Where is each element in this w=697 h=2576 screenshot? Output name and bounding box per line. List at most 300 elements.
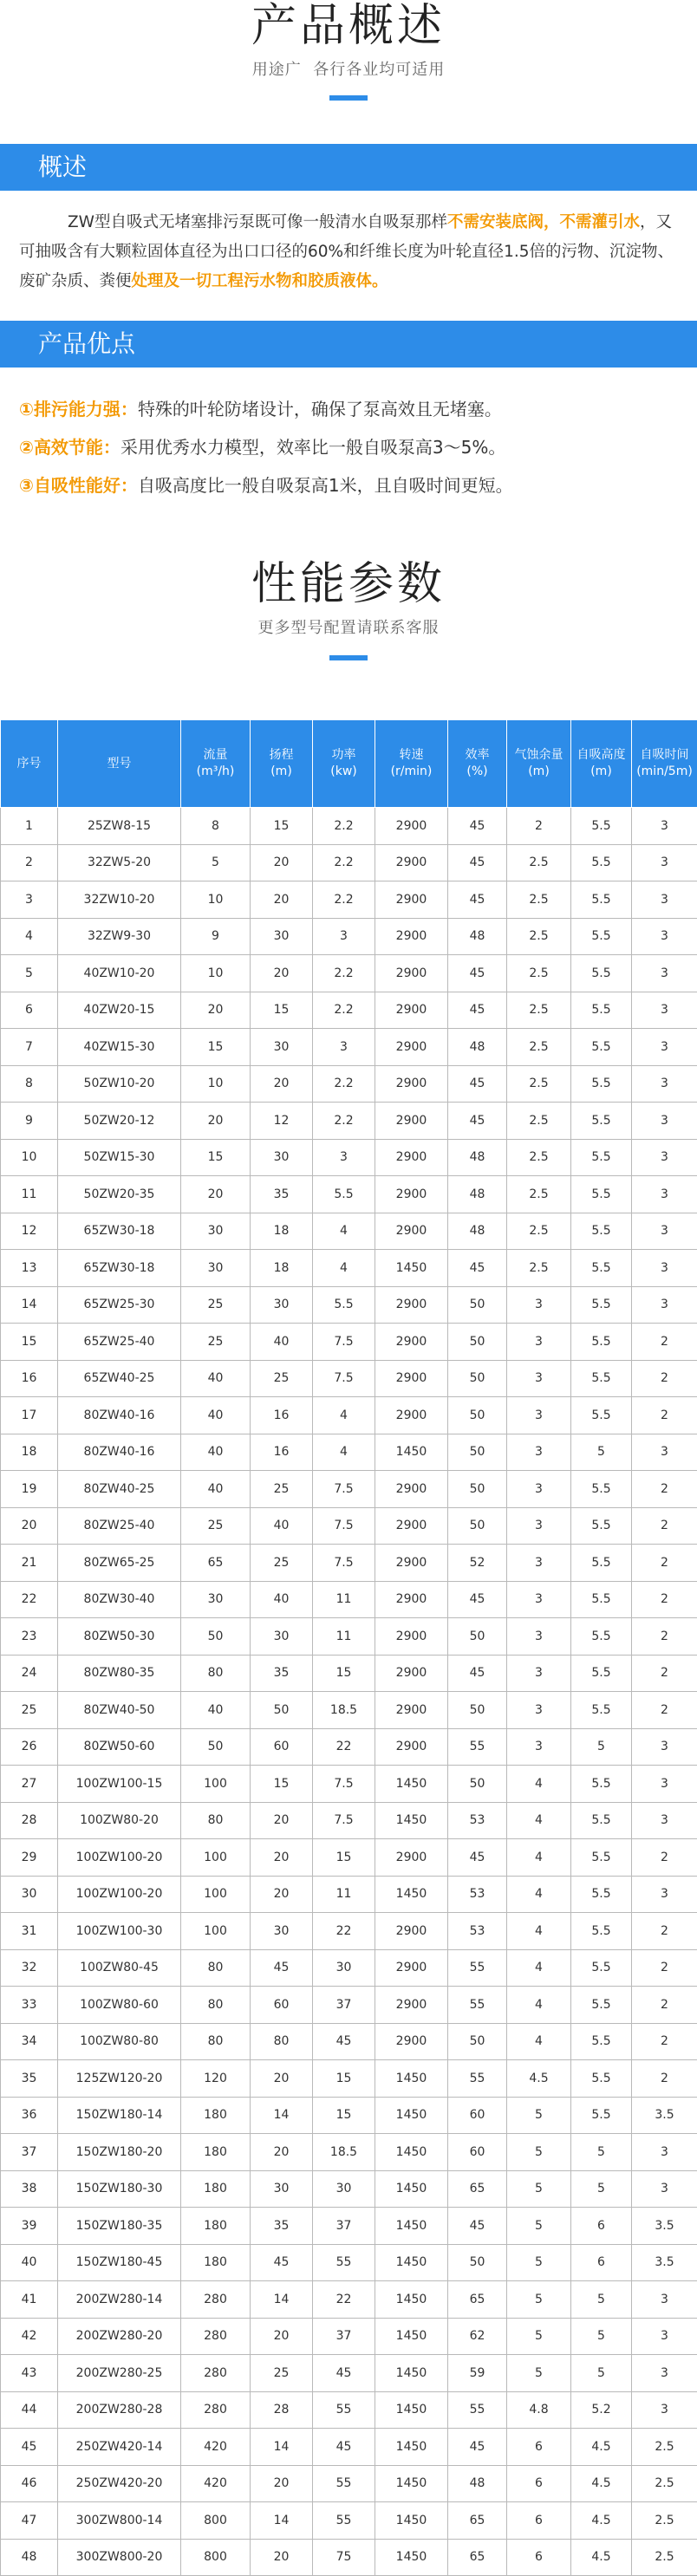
table-cell-col-model: 200ZW280-20 — [58, 2318, 181, 2355]
table-cell-col-speed: 1450 — [375, 2318, 448, 2355]
table-cell-col-power: 55 — [313, 2502, 375, 2540]
table-cell-col-speed: 1450 — [375, 2391, 448, 2429]
table-cell-col-model: 200ZW280-25 — [58, 2355, 181, 2392]
table-cell-col-model: 80ZW30-40 — [58, 1581, 181, 1618]
table-cell-col-index: 18 — [1, 1434, 58, 1471]
table-cell-col-head: 30 — [251, 918, 313, 955]
table-cell-col-speed: 2900 — [375, 1507, 448, 1545]
table-cell-col-power: 2.2 — [313, 844, 375, 881]
table-cell-col-power: 4 — [313, 1213, 375, 1250]
table-cell-col-flow: 15 — [181, 1029, 251, 1066]
table-cell-col-npsh: 3 — [507, 1655, 571, 1692]
advantage-label: 排污能力强： — [34, 399, 138, 420]
table-cell-col-head: 14 — [251, 2502, 313, 2540]
table-cell-col-index: 42 — [1, 2318, 58, 2355]
overview-subtitle: 用途广 各行各业均可适用 — [0, 57, 697, 80]
table-cell-col-efficiency: 45 — [448, 844, 507, 881]
table-cell-col-model: 150ZW180-35 — [58, 2208, 181, 2245]
table-cell-col-npsh: 2.5 — [507, 955, 571, 992]
table-cell-col-npsh: 3 — [507, 1397, 571, 1434]
table-row — [1, 808, 697, 845]
table-cell-col-flow: 40 — [181, 1397, 251, 1434]
table-cell-col-flow: 25 — [181, 1324, 251, 1361]
table-cell-col-model: 100ZW80-60 — [58, 1987, 181, 2024]
table-cell-col-suction-time: 2 — [632, 1545, 697, 1582]
table-row — [1, 1802, 697, 1839]
table-cell-col-power: 55 — [313, 2244, 375, 2281]
table-cell-col-npsh: 4 — [507, 1839, 571, 1877]
table-cell-col-efficiency: 50 — [448, 2023, 507, 2060]
advantage-text: 自吸高度比一般自吸泵高1米，且自吸时间更短。 — [138, 475, 513, 496]
table-row — [1, 1471, 697, 1508]
table-cell-col-head: 60 — [251, 1728, 313, 1766]
table-row — [1, 2502, 697, 2540]
table-cell-col-suction-time: 3 — [632, 1213, 697, 1250]
table-cell-col-npsh: 4 — [507, 1802, 571, 1839]
table-cell-col-power: 2.2 — [313, 881, 375, 919]
table-cell-col-flow: 10 — [181, 955, 251, 992]
table-cell-col-npsh: 3 — [507, 1728, 571, 1766]
table-cell-col-head: 25 — [251, 1471, 313, 1508]
table-cell-col-speed: 2900 — [375, 1065, 448, 1103]
table-cell-col-speed: 2900 — [375, 1728, 448, 1766]
table-row — [1, 881, 697, 919]
table-cell-col-index: 29 — [1, 1839, 58, 1877]
table-cell-col-index: 3 — [1, 881, 58, 919]
table-cell-col-model: 150ZW180-14 — [58, 2097, 181, 2134]
table-cell-col-npsh: 6 — [507, 2429, 571, 2466]
table-cell-col-suction-height: 5.5 — [571, 2060, 632, 2098]
table-cell-col-suction-height: 5.5 — [571, 881, 632, 919]
table-cell-col-suction-height: 5.5 — [571, 1176, 632, 1213]
table-cell-col-head: 30 — [251, 1618, 313, 1656]
table-cell-col-index: 46 — [1, 2465, 58, 2502]
table-cell-col-flow: 25 — [181, 1286, 251, 1324]
table-cell-col-index: 11 — [1, 1176, 58, 1213]
table-cell-col-suction-height: 5.5 — [571, 1360, 632, 1397]
table-cell-col-suction-height: 5.5 — [571, 1692, 632, 1729]
table-cell-col-suction-time: 3 — [632, 2170, 697, 2208]
table-cell-col-efficiency: 65 — [448, 2170, 507, 2208]
table-cell-col-speed: 1450 — [375, 1876, 448, 1913]
table-cell-col-npsh: 2.5 — [507, 1250, 571, 1287]
table-row — [1, 1876, 697, 1913]
table-cell-col-suction-time: 3 — [632, 1802, 697, 1839]
table-cell-col-index: 27 — [1, 1766, 58, 1803]
table-cell-col-head: 16 — [251, 1434, 313, 1471]
table-row — [1, 1324, 697, 1361]
table-cell-col-index: 31 — [1, 1913, 58, 1950]
table-cell-col-suction-time: 3 — [632, 2391, 697, 2429]
table-cell-col-speed: 2900 — [375, 1987, 448, 2024]
table-cell-col-suction-height: 4.5 — [571, 2539, 632, 2576]
table-cell-col-efficiency: 50 — [448, 1692, 507, 1729]
table-cell-col-efficiency: 45 — [448, 1250, 507, 1287]
table-cell-col-head: 20 — [251, 1876, 313, 1913]
table-cell-col-model: 40ZW10-20 — [58, 955, 181, 992]
table-row — [1, 2281, 697, 2319]
table-cell-col-suction-height: 5 — [571, 1434, 632, 1471]
overview-accent-line — [329, 95, 368, 101]
table-cell-col-model: 250ZW420-20 — [58, 2465, 181, 2502]
table-cell-col-head: 20 — [251, 844, 313, 881]
table-cell-col-npsh: 3 — [507, 1581, 571, 1618]
table-cell-col-speed: 2900 — [375, 1324, 448, 1361]
table-row — [1, 2208, 697, 2245]
table-cell-col-efficiency: 48 — [448, 1213, 507, 1250]
table-cell-col-efficiency: 48 — [448, 2465, 507, 2502]
table-row — [1, 1728, 697, 1766]
table-cell-col-flow: 9 — [181, 918, 251, 955]
table-cell-col-flow: 50 — [181, 1728, 251, 1766]
table-cell-col-head: 28 — [251, 2391, 313, 2429]
table-cell-col-head: 14 — [251, 2097, 313, 2134]
table-cell-col-model: 200ZW280-28 — [58, 2391, 181, 2429]
table-cell-col-power: 30 — [313, 1949, 375, 1987]
table-cell-col-model: 100ZW100-30 — [58, 1913, 181, 1950]
table-cell-col-index: 41 — [1, 2281, 58, 2319]
table-cell-col-suction-time: 2.5 — [632, 2465, 697, 2502]
table-row — [1, 1176, 697, 1213]
table-cell-col-efficiency: 65 — [448, 2539, 507, 2576]
advantage-label: 高效节能： — [34, 437, 121, 458]
table-cell-col-power: 2.2 — [313, 955, 375, 992]
table-cell-col-power: 22 — [313, 2281, 375, 2319]
table-row — [1, 2244, 697, 2281]
table-cell-col-suction-time: 3 — [632, 2355, 697, 2392]
table-cell-col-model: 50ZW20-35 — [58, 1176, 181, 1213]
table-cell-col-speed: 1450 — [375, 2355, 448, 2392]
table-cell-col-flow: 420 — [181, 2465, 251, 2502]
table-cell-col-suction-time: 2 — [632, 1618, 697, 1656]
table-cell-col-head: 20 — [251, 2465, 313, 2502]
params-table — [0, 719, 697, 2576]
table-cell-col-speed: 2900 — [375, 1213, 448, 1250]
table-cell-col-npsh: 2.5 — [507, 1139, 571, 1176]
table-cell-col-speed: 2900 — [375, 1176, 448, 1213]
table-row — [1, 844, 697, 881]
table-cell-col-npsh: 4 — [507, 1876, 571, 1913]
table-cell-col-power: 4 — [313, 1250, 375, 1287]
table-cell-col-power: 45 — [313, 2355, 375, 2392]
table-cell-col-npsh: 2.5 — [507, 844, 571, 881]
table-cell-col-suction-time: 2 — [632, 1324, 697, 1361]
table-cell-col-head: 35 — [251, 2208, 313, 2245]
table-cell-col-suction-height: 5.5 — [571, 1618, 632, 1656]
table-cell-col-flow: 8 — [181, 808, 251, 845]
table-cell-col-model: 80ZW40-16 — [58, 1397, 181, 1434]
table-cell-col-suction-time: 3 — [632, 918, 697, 955]
table-cell-col-head: 14 — [251, 2281, 313, 2319]
table-cell-col-suction-time: 3 — [632, 844, 697, 881]
table-cell-col-suction-height: 5 — [571, 2281, 632, 2319]
table-cell-col-model: 40ZW20-15 — [58, 992, 181, 1029]
table-cell-col-flow: 40 — [181, 1360, 251, 1397]
table-cell-col-speed: 1450 — [375, 2281, 448, 2319]
table-cell-col-power: 3 — [313, 1029, 375, 1066]
table-cell-col-speed: 2900 — [375, 1545, 448, 1582]
table-cell-col-efficiency: 52 — [448, 1545, 507, 1582]
performance-header — [0, 558, 697, 660]
table-cell-col-model: 80ZW40-50 — [58, 1692, 181, 1729]
table-cell-col-head: 30 — [251, 1139, 313, 1176]
table-cell-col-npsh: 4 — [507, 1913, 571, 1950]
table-cell-col-flow: 80 — [181, 2023, 251, 2060]
table-cell-col-suction-time: 3 — [632, 992, 697, 1029]
table-cell-col-speed: 1450 — [375, 2170, 448, 2208]
table-cell-col-index: 6 — [1, 992, 58, 1029]
table-cell-col-suction-time: 3 — [632, 1065, 697, 1103]
table-header-col-npsh: 气蚀余量 (m) — [507, 720, 571, 808]
table-row — [1, 1766, 697, 1803]
table-cell-col-power: 75 — [313, 2539, 375, 2576]
table-cell-col-index: 47 — [1, 2502, 58, 2540]
table-cell-col-efficiency: 45 — [448, 1103, 507, 1140]
table-row — [1, 2429, 697, 2466]
table-cell-col-flow: 180 — [181, 2134, 251, 2171]
table-cell-col-model: 65ZW30-18 — [58, 1213, 181, 1250]
advantage-item — [19, 466, 697, 504]
table-cell-col-power: 2.2 — [313, 992, 375, 1029]
table-cell-col-power: 15 — [313, 1655, 375, 1692]
table-cell-col-power: 7.5 — [313, 1507, 375, 1545]
table-cell-col-npsh: 5 — [507, 2318, 571, 2355]
table-cell-col-speed: 2900 — [375, 1618, 448, 1656]
table-cell-col-npsh: 2 — [507, 808, 571, 845]
table-cell-col-efficiency: 45 — [448, 1581, 507, 1618]
table-cell-col-power: 37 — [313, 2318, 375, 2355]
table-cell-col-model: 250ZW420-14 — [58, 2429, 181, 2466]
table-cell-col-model: 80ZW50-60 — [58, 1728, 181, 1766]
table-cell-col-power: 11 — [313, 1581, 375, 1618]
table-cell-col-npsh: 6 — [507, 2539, 571, 2576]
table-cell-col-npsh: 6 — [507, 2465, 571, 2502]
table-row — [1, 2539, 697, 2576]
table-cell-col-efficiency: 50 — [448, 1471, 507, 1508]
table-cell-col-power: 15 — [313, 1839, 375, 1877]
table-cell-col-npsh: 4 — [507, 1987, 571, 2024]
advantages-section — [0, 321, 697, 504]
performance-accent-line — [329, 655, 368, 660]
table-cell-col-model: 32ZW5-20 — [58, 844, 181, 881]
table-cell-col-power: 45 — [313, 2429, 375, 2466]
table-row — [1, 2060, 697, 2098]
table-cell-col-suction-time: 2.5 — [632, 2429, 697, 2466]
table-cell-col-suction-height: 5.5 — [571, 844, 632, 881]
table-cell-col-flow: 180 — [181, 2208, 251, 2245]
table-cell-col-model: 65ZW30-18 — [58, 1250, 181, 1287]
table-cell-col-head: 20 — [251, 1839, 313, 1877]
table-cell-col-npsh: 2.5 — [507, 1213, 571, 1250]
advantage-label: 自吸性能好： — [34, 475, 138, 496]
intro-highlight-b: 处理及一切工程污水物和胶质液体。 — [132, 272, 388, 290]
table-cell-col-index: 30 — [1, 1876, 58, 1913]
table-cell-col-npsh: 3 — [507, 1545, 571, 1582]
table-cell-col-npsh: 5 — [507, 2355, 571, 2392]
table-cell-col-index: 17 — [1, 1397, 58, 1434]
table-cell-col-suction-height: 5.5 — [571, 918, 632, 955]
table-cell-col-power: 4 — [313, 1434, 375, 1471]
table-cell-col-suction-height: 5.5 — [571, 2023, 632, 2060]
table-header-col-suction-height: 自吸高度 (m) — [571, 720, 632, 808]
table-row — [1, 1655, 697, 1692]
table-cell-col-head: 15 — [251, 1766, 313, 1803]
table-cell-col-suction-height: 5.5 — [571, 1545, 632, 1582]
table-cell-col-suction-height: 5.5 — [571, 1029, 632, 1066]
advantage-item — [19, 390, 697, 428]
table-cell-col-head: 80 — [251, 2023, 313, 2060]
table-cell-col-suction-time: 3 — [632, 1103, 697, 1140]
table-cell-col-flow: 100 — [181, 1913, 251, 1950]
table-cell-col-head: 20 — [251, 881, 313, 919]
table-cell-col-speed: 1450 — [375, 2097, 448, 2134]
table-cell-col-head: 20 — [251, 2134, 313, 2171]
table-cell-col-flow: 5 — [181, 844, 251, 881]
table-cell-col-suction-time: 3 — [632, 1176, 697, 1213]
table-header-col-suction-time: 自吸时间 (min/5m) — [632, 720, 697, 808]
table-header-col-index: 序号 — [1, 720, 58, 808]
table-cell-col-model: 80ZW25-40 — [58, 1507, 181, 1545]
table-cell-col-flow: 120 — [181, 2060, 251, 2098]
table-cell-col-model: 100ZW100-15 — [58, 1766, 181, 1803]
table-row — [1, 955, 697, 992]
table-cell-col-index: 23 — [1, 1618, 58, 1656]
params-table-head — [1, 720, 697, 808]
table-cell-col-suction-time: 2 — [632, 1987, 697, 2024]
table-cell-col-suction-height: 5.5 — [571, 1802, 632, 1839]
table-cell-col-index: 5 — [1, 955, 58, 992]
table-cell-col-index: 12 — [1, 1213, 58, 1250]
table-cell-col-flow: 20 — [181, 1103, 251, 1140]
table-cell-col-flow: 800 — [181, 2539, 251, 2576]
table-cell-col-efficiency: 45 — [448, 881, 507, 919]
table-cell-col-npsh: 4 — [507, 1766, 571, 1803]
table-cell-col-flow: 80 — [181, 1655, 251, 1692]
table-cell-col-efficiency: 50 — [448, 1507, 507, 1545]
table-cell-col-suction-height: 6 — [571, 2244, 632, 2281]
table-cell-col-efficiency: 55 — [448, 1949, 507, 1987]
table-cell-col-npsh: 5 — [507, 2244, 571, 2281]
table-header-col-model: 型号 — [58, 720, 181, 808]
table-row — [1, 1949, 697, 1987]
table-cell-col-model: 125ZW120-20 — [58, 2060, 181, 2098]
table-cell-col-speed: 2900 — [375, 844, 448, 881]
table-cell-col-speed: 1450 — [375, 1250, 448, 1287]
table-cell-col-index: 40 — [1, 2244, 58, 2281]
advantage-item — [19, 428, 697, 466]
table-cell-col-suction-time: 3 — [632, 1434, 697, 1471]
table-cell-col-model: 150ZW180-30 — [58, 2170, 181, 2208]
table-cell-col-flow: 30 — [181, 1213, 251, 1250]
table-cell-col-head: 18 — [251, 1250, 313, 1287]
table-cell-col-index: 16 — [1, 1360, 58, 1397]
table-cell-col-speed: 2900 — [375, 1692, 448, 1729]
table-cell-col-power: 7.5 — [313, 1802, 375, 1839]
table-cell-col-index: 10 — [1, 1139, 58, 1176]
table-cell-col-efficiency: 62 — [448, 2318, 507, 2355]
table-cell-col-flow: 40 — [181, 1471, 251, 1508]
table-cell-col-head: 14 — [251, 2429, 313, 2466]
table-cell-col-head: 20 — [251, 2060, 313, 2098]
table-cell-col-efficiency: 65 — [448, 2281, 507, 2319]
table-row — [1, 2355, 697, 2392]
table-cell-col-suction-height: 5.5 — [571, 1949, 632, 1987]
table-cell-col-index: 35 — [1, 2060, 58, 2098]
table-cell-col-suction-height: 5 — [571, 1728, 632, 1766]
table-cell-col-flow: 100 — [181, 1839, 251, 1877]
table-cell-col-speed: 2900 — [375, 1103, 448, 1140]
table-cell-col-suction-height: 6 — [571, 2208, 632, 2245]
table-cell-col-flow: 80 — [181, 1987, 251, 2024]
table-cell-col-flow: 50 — [181, 1618, 251, 1656]
table-cell-col-suction-height: 5.5 — [571, 2097, 632, 2134]
advantages-list — [0, 368, 697, 504]
table-cell-col-power: 37 — [313, 2208, 375, 2245]
table-cell-col-index: 44 — [1, 2391, 58, 2429]
table-cell-col-index: 48 — [1, 2539, 58, 2576]
table-cell-col-power: 5.5 — [313, 1286, 375, 1324]
table-cell-col-efficiency: 53 — [448, 1913, 507, 1950]
table-row — [1, 1581, 697, 1618]
table-cell-col-suction-time: 3 — [632, 1139, 697, 1176]
table-cell-col-npsh: 5 — [507, 2281, 571, 2319]
table-cell-col-index: 22 — [1, 1581, 58, 1618]
table-cell-col-npsh: 2.5 — [507, 1103, 571, 1140]
intro-paragraph — [0, 191, 697, 296]
intro-highlight-a: 不需安装底阀，不需灌引水 — [447, 213, 640, 231]
table-cell-col-efficiency: 50 — [448, 1324, 507, 1361]
table-cell-col-npsh: 2.5 — [507, 992, 571, 1029]
table-cell-col-suction-time: 3 — [632, 1029, 697, 1066]
table-cell-col-flow: 180 — [181, 2244, 251, 2281]
table-cell-col-efficiency: 60 — [448, 2134, 507, 2171]
table-cell-col-speed: 2900 — [375, 1581, 448, 1618]
table-cell-col-head: 40 — [251, 1324, 313, 1361]
table-cell-col-power: 4 — [313, 1397, 375, 1434]
table-cell-col-model: 80ZW40-16 — [58, 1434, 181, 1471]
table-cell-col-suction-time: 2 — [632, 1655, 697, 1692]
table-cell-col-flow: 80 — [181, 1949, 251, 1987]
table-cell-col-index: 1 — [1, 808, 58, 845]
table-cell-col-index: 21 — [1, 1545, 58, 1582]
table-cell-col-suction-time: 3 — [632, 955, 697, 992]
table-cell-col-speed: 2900 — [375, 1913, 448, 1950]
table-header-col-power: 功率 (kw) — [313, 720, 375, 808]
table-cell-col-head: 35 — [251, 1655, 313, 1692]
table-cell-col-flow: 100 — [181, 1876, 251, 1913]
table-cell-col-efficiency: 45 — [448, 2429, 507, 2466]
table-row — [1, 992, 697, 1029]
table-cell-col-power: 22 — [313, 1913, 375, 1950]
table-cell-col-power: 7.5 — [313, 1360, 375, 1397]
table-row — [1, 1692, 697, 1729]
table-cell-col-speed: 1450 — [375, 2060, 448, 2098]
table-cell-col-index: 24 — [1, 1655, 58, 1692]
table-cell-col-power: 7.5 — [313, 1545, 375, 1582]
table-row — [1, 1545, 697, 1582]
table-cell-col-model: 65ZW40-25 — [58, 1360, 181, 1397]
table-cell-col-flow: 15 — [181, 1139, 251, 1176]
table-cell-col-flow: 100 — [181, 1766, 251, 1803]
table-cell-col-suction-time: 3 — [632, 2281, 697, 2319]
table-cell-col-model: 100ZW100-20 — [58, 1876, 181, 1913]
table-cell-col-npsh: 3 — [507, 1471, 571, 1508]
table-cell-col-speed: 2900 — [375, 1286, 448, 1324]
advantage-text: 特殊的叶轮防堵设计，确保了泵高效且无堵塞。 — [138, 399, 502, 420]
table-header-row — [1, 720, 697, 808]
table-cell-col-speed: 2900 — [375, 918, 448, 955]
table-cell-col-model: 65ZW25-30 — [58, 1286, 181, 1324]
